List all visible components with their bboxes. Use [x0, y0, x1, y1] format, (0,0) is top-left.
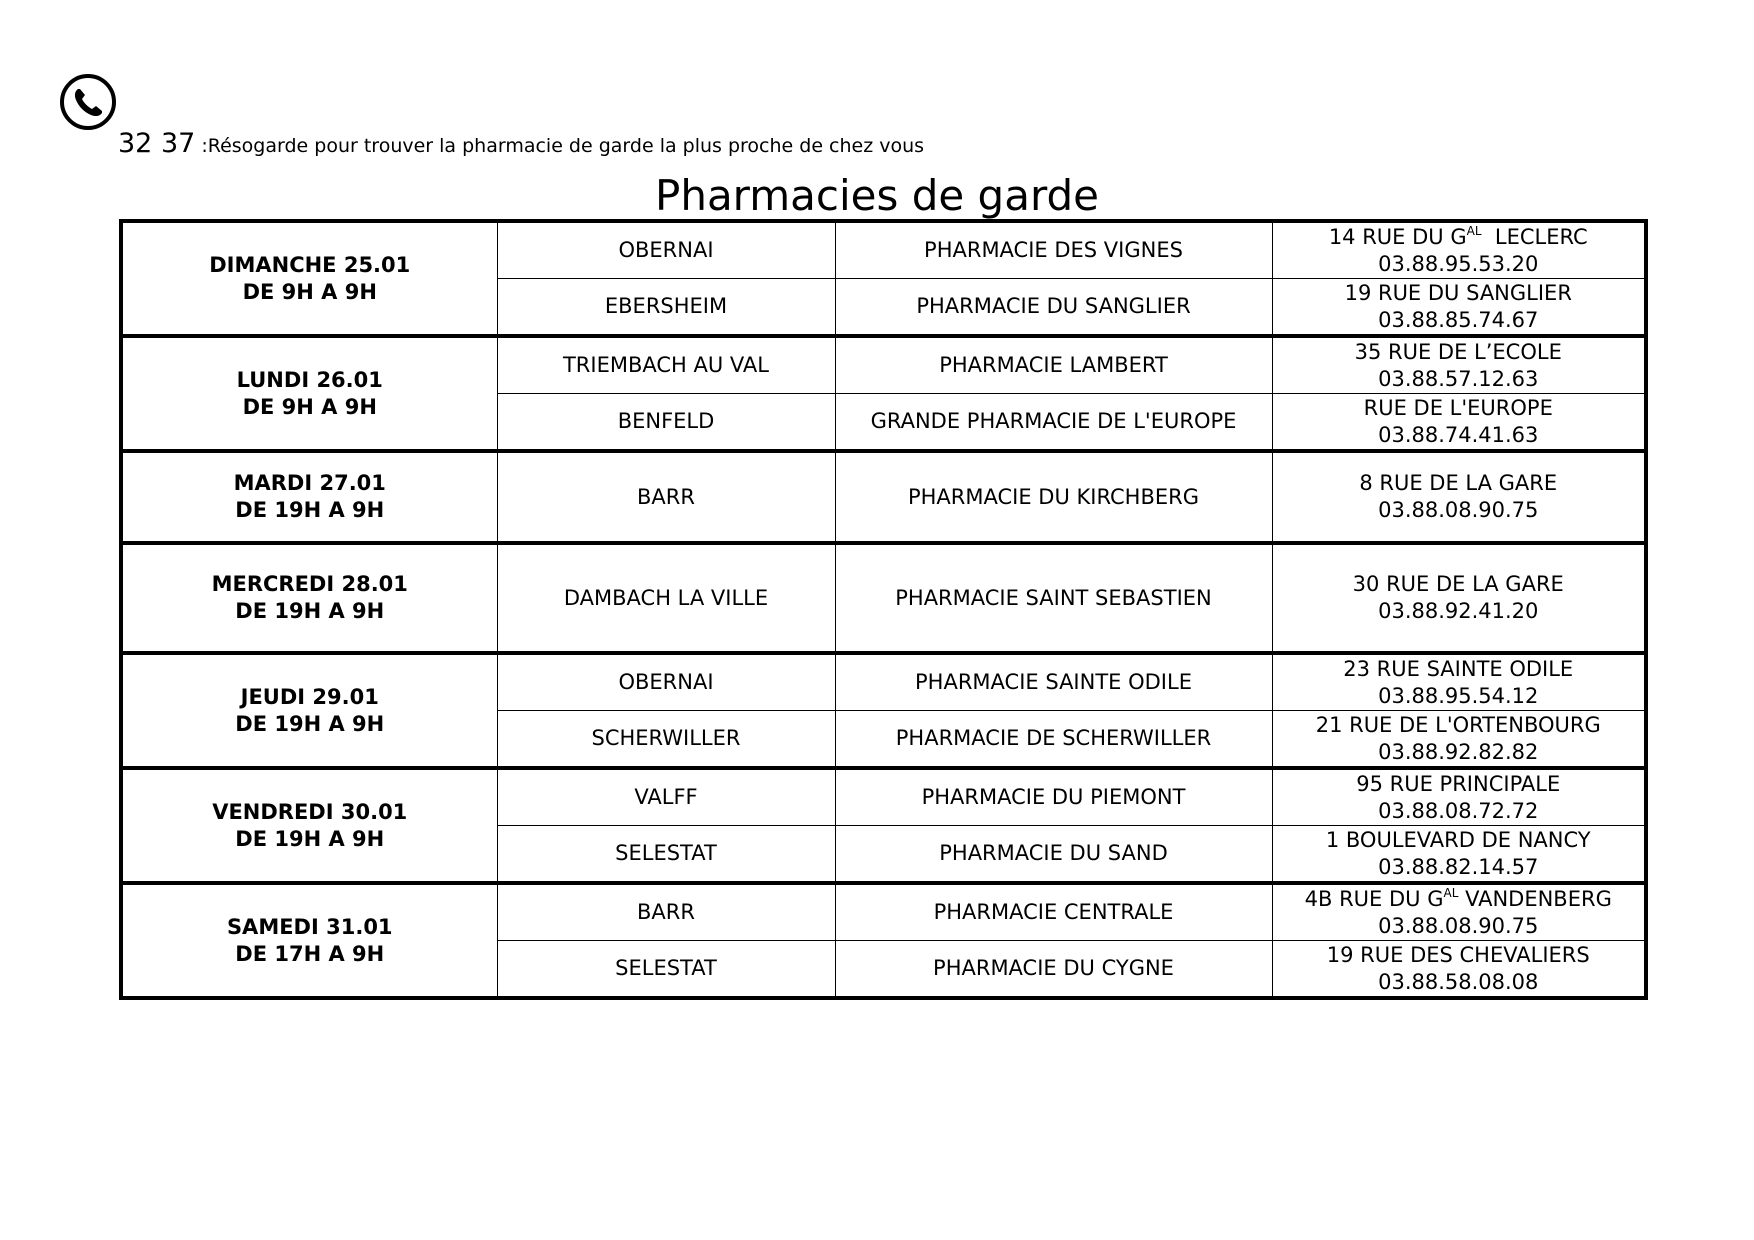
pharmacy-name-cell: PHARMACIE DU KIRCHBERG [835, 451, 1272, 543]
address-text-rest: LECLERC [1481, 224, 1588, 249]
day-label: MERCREDI 28.01 [211, 572, 408, 596]
day-cell [121, 883, 497, 998]
town-cell: VALFF [497, 768, 835, 826]
hours-label: DE 9H A 9H [242, 279, 377, 304]
address-cell [1272, 711, 1646, 769]
address-line [1277, 470, 1641, 497]
address-cell [1272, 543, 1646, 653]
table-row [121, 543, 1646, 653]
pharmacy-name-cell: PHARMACIE CENTRALE [835, 883, 1272, 941]
address-cell [1272, 883, 1646, 941]
hours-label: DE 19H A 9H [235, 711, 385, 736]
pharmacy-schedule-table [119, 219, 1648, 1000]
address-line [1277, 886, 1641, 913]
schedule-body [121, 221, 1646, 998]
town-cell: SELESTAT [497, 941, 835, 999]
phone-number: 03.88.95.53.20 [1378, 251, 1539, 276]
address-text: 1 BOULEVARD DE NANCY [1325, 827, 1591, 852]
day-cell [121, 336, 497, 451]
phone-icon [58, 72, 118, 132]
pharmacy-name-cell: PHARMACIE DU SANGLIER [835, 279, 1272, 337]
address-text: 4B RUE DU G [1304, 886, 1444, 911]
phone-number: 03.88.82.14.57 [1378, 854, 1539, 879]
day-cell [121, 543, 497, 653]
pharmacy-name-cell: PHARMACIE SAINTE ODILE [835, 653, 1272, 711]
address-text: 8 RUE DE LA GARE [1359, 471, 1558, 495]
address-line [1277, 395, 1641, 422]
pharmacy-name-cell: PHARMACIE DES VIGNES [835, 221, 1272, 279]
day-cell [121, 653, 497, 768]
address-text: 23 RUE SAINTE ODILE [1343, 656, 1574, 681]
phone-number: 03.88.57.12.63 [1378, 366, 1539, 391]
table-row [121, 221, 1646, 279]
pharmacy-name-cell: PHARMACIE DU CYGNE [835, 941, 1272, 999]
pharmacy-name-cell: PHARMACIE DE SCHERWILLER [835, 711, 1272, 769]
address-line [1277, 339, 1641, 366]
address-line [1277, 571, 1641, 598]
address-superscript: AL [1443, 885, 1459, 900]
day-cell [121, 451, 497, 543]
address-line [1277, 942, 1641, 969]
phone-number: 03.88.08.90.75 [1378, 498, 1539, 522]
town-cell: BARR [497, 883, 835, 941]
page-title: Pharmacies de garde [655, 171, 1099, 220]
table-row [121, 451, 1646, 543]
town-cell: OBERNAI [497, 221, 835, 279]
town-cell: SCHERWILLER [497, 711, 835, 769]
day-label: VENDREDI 30.01 [212, 799, 408, 824]
hours-label: DE 17H A 9H [235, 941, 385, 966]
town-cell: TRIEMBACH AU VAL [497, 336, 835, 394]
phone-number: 03.88.95.54.12 [1378, 683, 1539, 708]
town-cell: BARR [497, 451, 835, 543]
phone-number: 03.88.85.74.67 [1378, 307, 1539, 332]
day-label: MARDI 27.01 [233, 471, 386, 495]
address-line [1277, 656, 1641, 683]
address-text: RUE DE L'EUROPE [1363, 395, 1553, 420]
town-cell: EBERSHEIM [497, 279, 835, 337]
day-cell [121, 221, 497, 336]
town-cell: DAMBACH LA VILLE [497, 543, 835, 653]
phone-number: 03.88.92.41.20 [1378, 599, 1539, 623]
address-line [1277, 827, 1641, 854]
address-line [1277, 712, 1641, 739]
address-text: 19 RUE DES CHEVALIERS [1326, 942, 1590, 967]
phone-number: 03.88.92.82.82 [1378, 739, 1539, 764]
address-cell [1272, 336, 1646, 394]
pharmacy-name-cell: GRANDE PHARMACIE DE L'EUROPE [835, 394, 1272, 452]
day-label: DIMANCHE 25.01 [209, 252, 411, 277]
hours-label: DE 19H A 9H [235, 498, 385, 522]
town-cell: BENFELD [497, 394, 835, 452]
address-text: 95 RUE PRINCIPALE [1356, 771, 1561, 796]
address-cell [1272, 826, 1646, 884]
address-text: 30 RUE DE LA GARE [1352, 572, 1564, 596]
address-cell [1272, 394, 1646, 452]
address-cell [1272, 653, 1646, 711]
address-superscript: AL [1466, 223, 1482, 238]
address-text: 14 RUE DU G [1328, 224, 1467, 249]
phone-number: 03.88.58.08.08 [1378, 969, 1539, 994]
phone-number: 03.88.08.72.72 [1378, 798, 1539, 823]
day-label: JEUDI 29.01 [240, 684, 379, 709]
hours-label: DE 19H A 9H [235, 599, 385, 623]
pharmacy-name-cell: PHARMACIE LAMBERT [835, 336, 1272, 394]
phone-number: 03.88.08.90.75 [1378, 913, 1539, 938]
address-text: 19 RUE DU SANGLIER [1344, 280, 1572, 305]
table-row [121, 336, 1646, 394]
address-cell [1272, 221, 1646, 279]
address-text: 21 RUE DE L'ORTENBOURG [1315, 712, 1601, 737]
town-cell: SELESTAT [497, 826, 835, 884]
address-line [1277, 771, 1641, 798]
town-cell: OBERNAI [497, 653, 835, 711]
address-text-rest: VANDENBERG [1458, 886, 1612, 911]
address-cell [1272, 451, 1646, 543]
hotline-number: 32 37 [118, 128, 196, 159]
address-cell [1272, 279, 1646, 337]
pharmacy-name-cell: PHARMACIE DU PIEMONT [835, 768, 1272, 826]
hours-label: DE 19H A 9H [235, 826, 385, 851]
hotline-line [118, 128, 924, 159]
hours-label: DE 9H A 9H [242, 394, 377, 419]
table-row [121, 653, 1646, 711]
phone-number: 03.88.74.41.63 [1378, 422, 1539, 447]
pharmacy-name-cell: PHARMACIE DU SAND [835, 826, 1272, 884]
hotline-description: :Résogarde pour trouver la pharmacie de garde la plus proche de chez vous [195, 135, 925, 157]
table-row [121, 768, 1646, 826]
address-line [1277, 224, 1641, 251]
day-cell [121, 768, 497, 883]
address-line [1277, 280, 1641, 307]
address-cell [1272, 768, 1646, 826]
day-label: SAMEDI 31.01 [226, 914, 393, 939]
table-row [121, 883, 1646, 941]
address-cell [1272, 941, 1646, 999]
day-label: LUNDI 26.01 [236, 367, 383, 392]
address-text: 35 RUE DE L’ECOLE [1354, 339, 1562, 364]
pharmacy-name-cell: PHARMACIE SAINT SEBASTIEN [835, 543, 1272, 653]
